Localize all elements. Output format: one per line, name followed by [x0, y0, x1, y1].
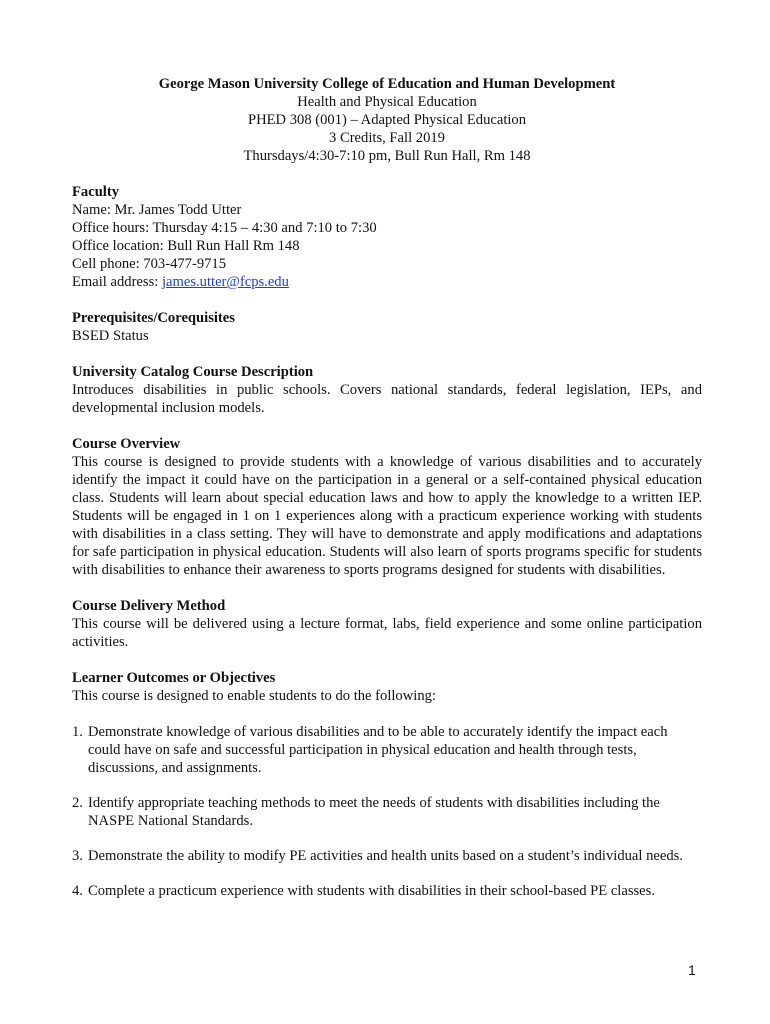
department-name: Health and Physical Education [297, 94, 477, 110]
objective-number: 3. [72, 848, 83, 864]
meeting-time-location: Thursdays/4:30-7:10 pm, Bull Run Hall, Rm 148 [243, 148, 531, 164]
course-overview-section [72, 435, 702, 579]
faculty-heading: Faculty [72, 184, 120, 200]
objective-number: 4. [72, 883, 83, 899]
cell-phone: Cell phone: 703-477-9715 [72, 256, 227, 272]
objective-text: Demonstrate the ability to modify PE activities and health units based on a student’s individual needs. [88, 848, 683, 864]
objective-number: 1. [72, 724, 83, 740]
delivery-method-section [72, 597, 702, 651]
email-label: Email address: [72, 274, 162, 290]
email-line [72, 273, 702, 291]
catalog-description-section [72, 363, 702, 417]
course-code-title: PHED 308 (001) – Adapted Physical Education [247, 112, 527, 128]
learner-outcomes-heading: Learner Outcomes or Objectives [72, 670, 276, 686]
syllabus-page [72, 75, 702, 917]
objective-item [72, 847, 702, 865]
course-header [72, 75, 702, 165]
objectives-list [72, 723, 702, 900]
email-link[interactable]: james.utter@fcps.edu [161, 274, 289, 290]
prerequisites-heading: Prerequisites/Corequisites [72, 310, 235, 326]
catalog-description-heading: University Catalog Course Description [72, 364, 314, 380]
objective-item [72, 794, 702, 830]
office-location: Office location: Bull Run Hall Rm 148 [72, 238, 300, 254]
objective-text: Identify appropriate teaching methods to meet the needs of students with disabilities including the NASPE National Standards. [88, 795, 660, 829]
objective-number: 2. [72, 795, 83, 811]
learner-outcomes-section [72, 669, 702, 900]
faculty-name: Name: Mr. James Todd Utter [72, 202, 242, 218]
delivery-method-text: This course will be delivered using a lecture format, labs, field experience and some online participation activities. [72, 616, 702, 650]
objective-item [72, 882, 702, 900]
objective-item [72, 723, 702, 777]
course-overview-heading: Course Overview [72, 436, 181, 452]
delivery-method-heading: Course Delivery Method [72, 598, 226, 614]
course-overview-text: This course is designed to provide students with a knowledge of various disabilities and to accurately identify the impact it could have on the participation in a general or a self-contained physical education class. Students will learn about special education laws and how to apply the knowledge to a written IEP. Students will be engaged in 1 on 1 experiences along with a practicum experience working with students with disabilities in a class setting. They will have to demonstrate and apply modifications and adaptations for safe participation in physical education. Students will also learn of sports programs specific for students with disabilities to enhance their awareness to sports programs designed for students with disabilities. [72, 454, 702, 578]
university-college-title: George Mason University College of Education and Human Development [158, 76, 616, 92]
objective-text: Demonstrate knowledge of various disabilities and to be able to accurately identify the impact each could have on safe and successful participation in physical education and health through tests, discussions, and assignments. [88, 724, 668, 776]
page-number: 1 [688, 962, 696, 978]
catalog-description-text: Introduces disabilities in public schools. Covers national standards, federal legislation, IEPs, and developmental inclusion models. [72, 382, 702, 416]
credits-term: 3 Credits, Fall 2019 [329, 130, 445, 146]
prerequisites-section [72, 309, 702, 345]
office-hours: Office hours: Thursday 4:15 – 4:30 and 7:10 to 7:30 [72, 220, 377, 236]
faculty-section [72, 183, 702, 291]
learner-outcomes-intro: This course is designed to enable students to do the following: [72, 688, 436, 704]
prerequisites-text: BSED Status [72, 328, 149, 344]
objective-text: Complete a practicum experience with students with disabilities in their school-based PE classes. [88, 883, 655, 899]
